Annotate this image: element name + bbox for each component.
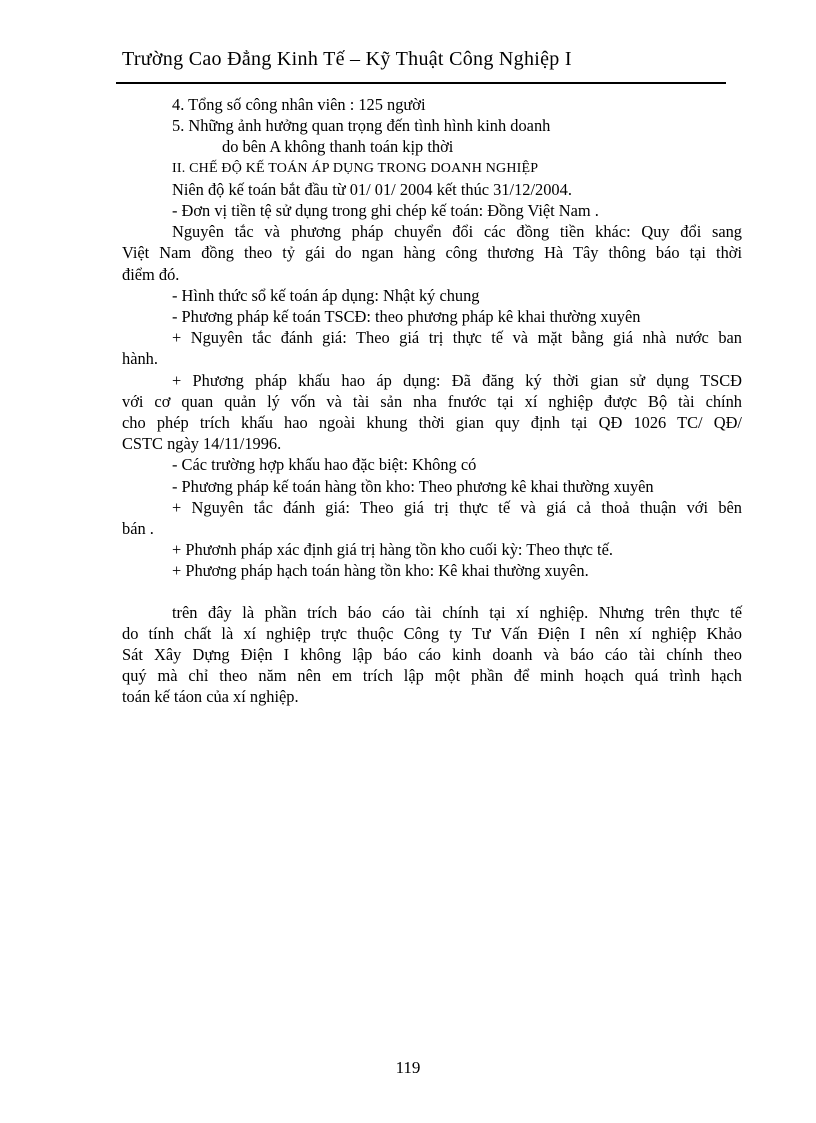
text-line: điểm đó. — [122, 264, 180, 284]
text-line: CSTC ngày 14/11/1996. — [122, 434, 282, 454]
page-header-title: Trường Cao Đẳng Kinh Tế – Kỹ Thuật Công Nghiệp I — [122, 48, 572, 70]
text-line: với cơ quan quản lý vốn và tài sản nha fnước tại xí nghiệp được Bộ tài chính — [122, 391, 742, 411]
text-line: toán kế táon của xí nghiệp. — [122, 687, 299, 707]
text-line: Nguyên tắc và phương pháp chuyển đổi các đồng tiền khác: Quy đổi sang — [172, 222, 742, 242]
section-heading: II. CHẾ ĐỘ KẾ TOÁN ÁP DỤNG TRONG DOANH NGHIỆP — [172, 160, 539, 176]
text-line: Sát Xây Dựng Điện I không lập báo cáo kinh doanh và báo cáo tài chính theo — [122, 645, 742, 665]
text-line: trên đây là phần trích báo cáo tài chính tại xí nghiệp. Nhưng trên thực tế — [172, 602, 742, 622]
text-line: - Phương pháp kế toán TSCĐ: theo phương pháp kê khai thường xuyên — [172, 307, 641, 327]
text-line: cho phép trích khấu hao ngoài khung thời gian quy định tại QĐ 1026 TC/ QĐ/ — [122, 413, 742, 433]
document-body — [122, 94, 742, 708]
text-line: + Phươnh pháp xác định giá trị hàng tồn kho cuối kỳ: Theo thực tế. — [172, 540, 613, 560]
header-divider — [116, 82, 726, 84]
text-line: + Phương pháp khấu hao áp dụng: Đã đăng ký thời gian sử dụng TSCĐ — [172, 370, 742, 390]
text-line: + Phương pháp hạch toán hàng tồn kho: Kê khai thường xuyên. — [172, 561, 589, 581]
text-line: - Phương pháp kế toán hàng tồn kho: Theo phương kê khai thường xuyên — [172, 476, 654, 496]
paragraph-gap — [122, 582, 742, 602]
text-line: do bên A không thanh toán kịp thời — [222, 137, 454, 157]
text-line: 5. Những ảnh hưởng quan trọng đến tình hình kinh doanh — [172, 116, 551, 136]
text-line: do tính chất là xí nghiệp trực thuộc Công ty Tư Vấn Điện I nên xí nghiệp Khảo — [122, 623, 742, 643]
text-line: hành. — [122, 349, 158, 369]
text-line: Việt Nam đồng theo tỷ gái do ngan hàng công thương Hà Tây thông báo tại thời — [122, 243, 742, 263]
text-line: bán . — [122, 519, 154, 539]
text-line: - Các trường hợp khấu hao đặc biệt: Không có — [172, 455, 477, 475]
text-line: + Nguyên tắc đánh giá: Theo giá trị thực tế và mặt bằng giá nhà nước ban — [172, 328, 742, 348]
text-line: quý mà chỉ theo năm nên em trích lập một phần để minh hoạch quá trình hạch — [122, 666, 742, 686]
text-line: + Nguyên tắc đánh giá: Theo giá trị thực tế và giá cả thoả thuận với bên — [172, 497, 742, 517]
text-line: - Đơn vị tiền tệ sử dụng trong ghi chép kế toán: Đồng Việt Nam . — [172, 201, 599, 221]
text-line: 4. Tổng số công nhân viên : 125 người — [172, 95, 426, 114]
page-number: 119 — [395, 1058, 421, 1077]
text-line: - Hình thức sổ kế toán áp dụng: Nhật ký chung — [172, 285, 480, 305]
text-line: Niên độ kế toán bắt đầu từ 01/ 01/ 2004 kết thúc 31/12/2004. — [172, 179, 572, 199]
